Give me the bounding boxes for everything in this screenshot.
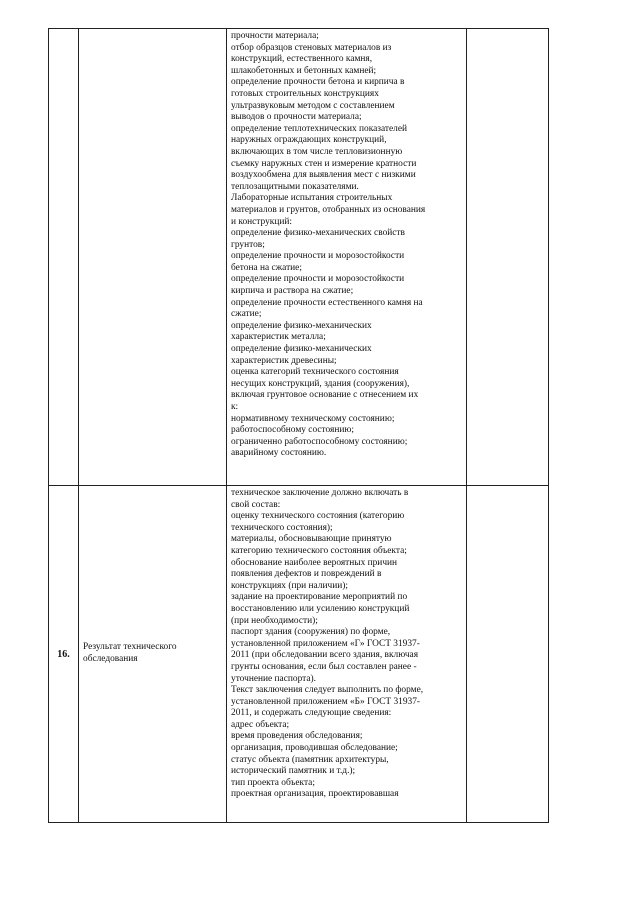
description-line: включающих в том числе тепловизионную [231,146,403,157]
description-line: задание на проектирование мероприятий по [231,592,408,603]
description-line: характеристик древесины; [231,355,337,366]
description-line: техническое заключение должно включать в [231,488,409,498]
description-line: Текст заключения следует выполнить по форме, [231,685,424,696]
description-line: нормативному техническому состоянию; [231,413,395,424]
row-extra-cell [467,29,549,486]
description-line: материалы, обосновывающие принятую [231,534,392,545]
description-line: грунтов; [231,239,265,250]
description-line: определение физико-механических [231,320,372,331]
description-line: оценка категорий технического состояния [231,367,399,378]
description-line: конструкциях (при наличии); [231,580,348,591]
description-line: определение теплотехнических показателей [231,123,408,134]
description-line: определение физико-механических [231,344,372,355]
description-line: бетона на сжатие; [231,262,302,273]
description-line: ультразвуковым методом с составлением [231,100,395,111]
description-line: (при необходимости); [231,615,318,626]
description-line: адрес объекта; [231,719,290,730]
description-line: проектная организация, проектировавшая [231,789,399,800]
description-line: ограниченно работоспособному состоянию; [231,436,408,447]
description-line: технического состояния); [231,522,333,533]
description-line: оценку технического состояния (категорию [231,511,405,522]
description-line: время проведения обследования; [231,731,363,742]
description-line: теплозащитными показателями. [231,181,359,192]
description-list [227,29,466,485]
row-number-cell: 16. [49,486,79,823]
description-line: работоспособному состоянию; [231,425,354,436]
description-line: свой состав: [231,499,281,510]
description-line: уточнение паспорта). [231,673,316,684]
table-row [49,486,549,823]
description-line: прочности материала; [231,31,319,41]
description-line: и конструкций: [231,216,292,227]
row-number-cell [49,29,79,486]
description-line: определение прочности и морозостойкости [231,251,405,262]
description-line: категорию технического состояния объекта; [231,545,407,556]
description-line: организация, проводившая обследование; [231,743,398,754]
description-list [227,486,466,822]
description-line: статус объекта (памятник архитектуры, [231,754,389,765]
description-line: отбор образцов стеновых материалов из [231,42,392,53]
description-line: кирпича и раствора на сжатие; [231,286,354,297]
description-line: характеристик металла; [231,332,326,343]
description-line: тип проекта объекта; [231,777,315,788]
description-line: конструкций, естественного камня, [231,54,373,65]
description-line: определение физико-механических свойств [231,228,405,239]
description-line: сжатие; [231,309,262,320]
description-line: восстановлению или усилению конструкций [231,603,410,614]
row-description-cell [227,486,467,823]
description-line: аварийному состоянию. [231,448,327,459]
description-line: 2011, и содержать следующие сведения: [231,708,392,719]
description-line: 2011 (при обследовании всего здания, включая [231,650,419,661]
description-line: несущих конструкций, здания (сооружения), [231,378,410,389]
description-line: определение прочности и морозостойкости [231,274,405,285]
row-name-cell: Результат технического обследования [79,486,227,823]
description-line: материалов и грунтов, отобранных из основания [231,204,426,215]
row-name-cell [79,29,227,486]
description-line: исторический памятник и т.д.); [231,766,356,777]
description-line: грунты основания, если был составлен ранее - [231,661,417,672]
description-line: определение прочности естественного камня на [231,297,423,308]
description-line: воздухообмена для выявления мест с низкими [231,170,416,181]
table-row [49,29,549,486]
description-line: появления дефектов и повреждений в [231,569,382,580]
description-line: Лабораторные испытания строительных [231,193,393,204]
description-line: к: [231,402,239,412]
description-line: съемку наружных стен и измерение кратности [231,158,417,169]
row-extra-cell [467,486,549,823]
description-line: наружных ограждающих конструкций, [231,135,387,146]
description-line: определение прочности бетона и кирпича в [231,77,405,88]
description-line: готовых строительных конструкциях [231,88,379,99]
description-line: выводов о прочности материала; [231,112,362,123]
description-line: паспорт здания (сооружения) по форме, [231,627,391,638]
description-line: шлакобетонных и бетонных камней; [231,65,377,76]
description-line: установленной приложением «Б» ГОСТ 31937- [231,696,421,707]
description-line: включая грунтовое основание с отнесением их [231,390,419,401]
description-line: обоснование наиболее вероятных причин [231,557,398,568]
requirements-table [48,28,549,823]
row-description-cell [227,29,467,486]
description-line: установленной приложением «Г» ГОСТ 31937- [231,638,420,649]
